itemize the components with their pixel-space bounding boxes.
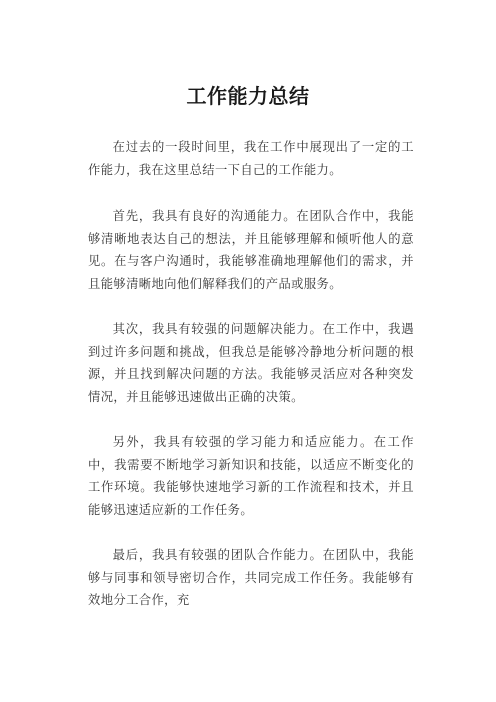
paragraph-intro: 在过去的一段时间里，我在工作中展现出了一定的工作能力，我在这里总结一下自己的工作能力。 bbox=[88, 140, 414, 177]
paragraph-communication: 首先，我具有良好的沟通能力。在团队合作中，我能够清晰地表达自己的想法，并且能够理解和倾听他人的意见。在与客户沟通时，我能够准确地理解他们的需求，并且能够清晰地向他们解释我们的产品或服务。 bbox=[88, 209, 414, 291]
document-title: 工作能力总结 bbox=[186, 84, 310, 108]
paragraph-learning: 另外，我具有较强的学习能力和适应能力。在工作中，我需要不断地学习新知识和技能，以适应不断变化的工作环境。我能够快速地学习新的工作流程和技术，并且能够迅速适应新的工作任务。 bbox=[88, 435, 414, 517]
paragraph-teamwork: 最后，我具有较强的团队合作能力。在团队中，我能够与同事和领导密切合作，共同完成工作任务。我能够有效地分工合作，充 bbox=[88, 548, 414, 607]
paragraph-problem-solving: 其次，我具有较强的问题解决能力。在工作中，我遇到过许多问题和挑战，但我总是能够冷静地分析问题的根源，并且找到解决问题的方法。我能够灵活应对各种突发情况，并且能够迅速做出正确的决策。 bbox=[88, 322, 414, 404]
